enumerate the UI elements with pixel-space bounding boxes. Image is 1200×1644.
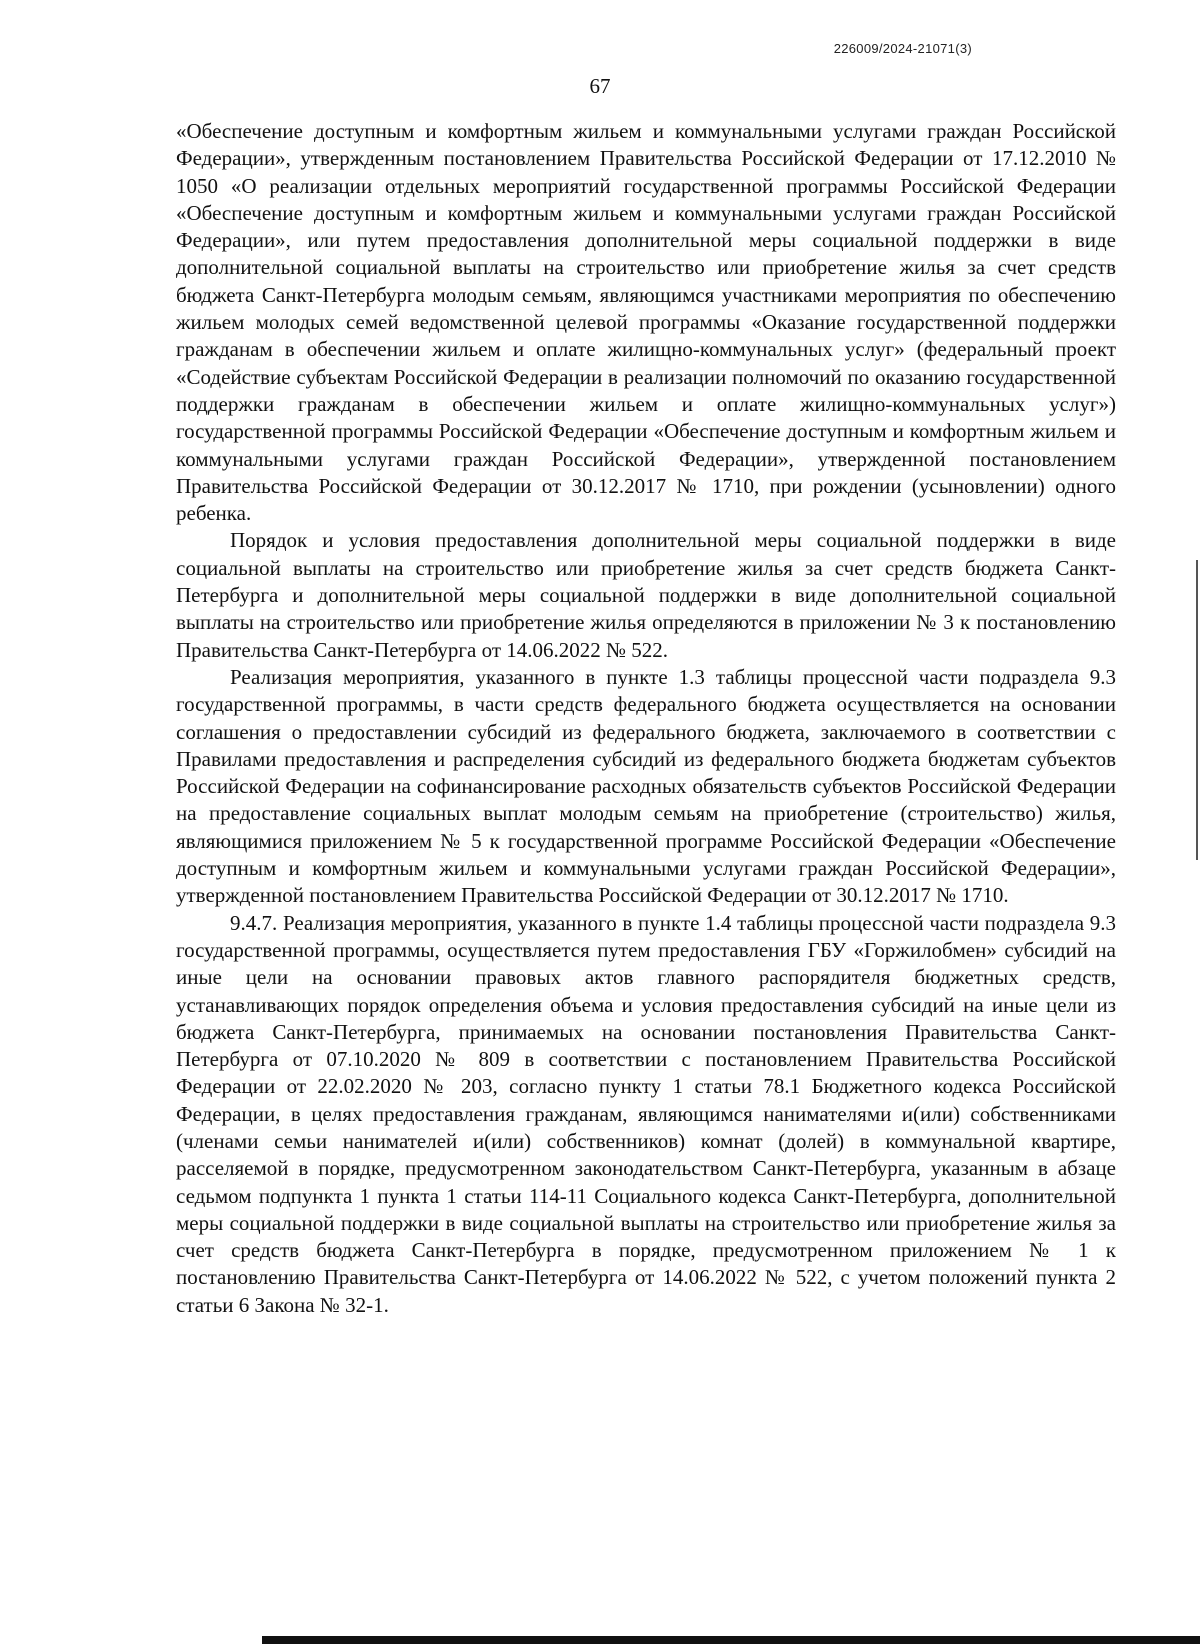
document-registration-number: 226009/2024-21071(3) [833, 41, 972, 56]
document-body [176, 118, 1116, 1319]
paragraph-continuation: «Обеспечение доступным и комфортным жильем и коммунальными услугами граждан Российской Федерации», утвержденным постановлением Правительства Российской Федерации от 17.12.2010 № 1050 «О реализации отдельных мероприятий государственной программы Российской Федерации «Обеспечение доступным и комфортным жильем и коммунальными услугами граждан Российской Федерации», или путем предоставления дополнительной меры социальной поддержки в виде дополнительной социальной выплаты на строительство или приобретение жилья за счет средств бюджета Санкт-Петербурга молодым семьям, являющимся участниками мероприятия по обеспечению жильем молодых семей ведомственной целевой программы «Оказание государственной поддержки гражданам в обеспечении жильем и оплате жилищно-коммунальных услуг» (федеральный проект «Содействие субъектам Российской Федерации в реализации полномочий по оказанию государственной поддержки гражданам в обеспечении жильем и оплате жилищно-коммунальных услуг») государственной программы Российской Федерации «Обеспечение доступным и комфортным жильем и коммунальными услугами граждан Российской Федерации», утвержденной постановлением Правительства Российской Федерации от 30.12.2017 № 1710, при рождении (усыновлении) одного ребенка. [176, 119, 1116, 526]
scan-margin-mark [1196, 560, 1198, 860]
paragraph-procedure-conditions: Порядок и условия предоставления дополнительной меры социальной поддержки в виде социальной выплаты на строительство или приобретение жилья за счет средств бюджета Санкт-Петербурга и дополнительной меры социальной поддержки в виде дополнительной социальной выплаты на строительство или приобретение жилья определяются в приложении № 3 к постановлению Правительства Санкт-Петербурга от 14.06.2022 № 522. [176, 528, 1116, 662]
scan-bottom-edge [262, 1636, 1200, 1644]
page-number: 67 [589, 74, 611, 98]
paragraph-9-4-7: 9.4.7. Реализация мероприятия, указанного в пункте 1.4 таблицы процессной части подраздела 9.3 государственной программы, осуществляется путем предоставления ГБУ «Горжилобмен» субсидий на иные цели на основании правовых актов главного распорядителя бюджетных средств, устанавливающих порядок определения объема и условия предоставления субсидий на иные цели из бюджета Санкт-Петербурга, принимаемых на основании постановления Правительства Санкт-Петербурга от 07.10.2020 № 809 в соответствии с постановлением Правительства Российской Федерации от 22.02.2020 № 203, согласно пункту 1 статьи 78.1 Бюджетного кодекса Российской Федерации, в целях предоставления гражданам, являющимся нанимателями и(или) собственниками (членами семьи нанимателей и(или) собственников) комнат (долей) в коммунальной квартире, расселяемой в порядке, предусмотренном законодательством Санкт-Петербурга, указанным в абзаце седьмом подпункта 1 пункта 1 статьи 114-11 Социального кодекса Санкт-Петербурга, дополнительной меры социальной поддержки в виде социальной выплаты на строительство или приобретение жилья за счет средств бюджета Санкт-Петербурга в порядке, предусмотренном приложением № 1 к постановлению Правительства Санкт-Петербурга от 14.06.2022 № 522, с учетом положений пункта 2 статьи 6 Закона № 32-1. [176, 910, 1116, 1317]
paragraph-federal-budget-implementation: Реализация мероприятия, указанного в пункте 1.3 таблицы процессной части подраздела 9.3 государственной программы, в части средств федерального бюджета осуществляется на основании соглашения о предоставлении субсидий из федерального бюджета, заключаемого в соответствии с Правилами предоставления и распределения субсидий из федерального бюджета бюджетам субъектов Российской Федерации на софинансирование расходных обязательств субъектов Российской Федерации на предоставление социальных выплат молодым семьям на приобретение (строительство) жилья, являющимися приложением № 5 к государственной программе Российской Федерации «Обеспечение доступным и комфортным жильем и коммунальными услугами граждан Российской Федерации», утвержденной постановлением Правительства Российской Федерации от 30.12.2017 № 1710. [176, 664, 1116, 908]
